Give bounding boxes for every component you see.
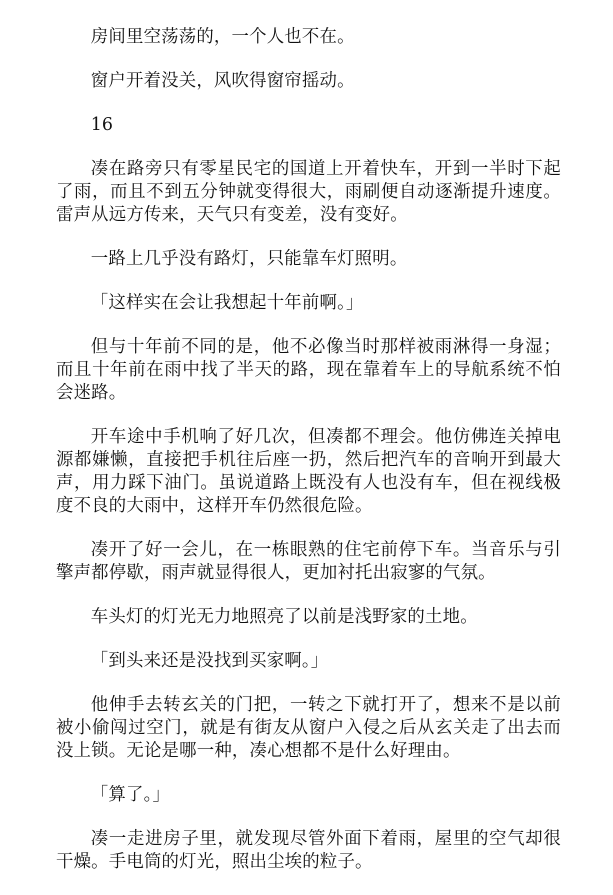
page-text-body [56,26,561,895]
chapter-number: 16 [90,115,113,135]
paragraph: 他伸手去转玄关的门把，一转之下就打开了，想来不是以前被小偷闯过空门，就是有街友从窗户入侵之后从玄关走了出去而没上锁。无论是哪一种，凑心想都不是什么好理由。 [56,695,561,761]
paragraph: 凑开了好一会儿，在一栋眼熟的住宅前停下车。当音乐与引擎声都停歇，雨声就显得很人，更加衬托出寂寥的气氛。 [56,540,561,583]
dialogue-paragraph: 「这样实在会让我想起十年前啊。」 [90,293,364,313]
paragraph: 房间里空荡荡的，一个人也不在。 [90,27,355,47]
paragraph: 一路上几乎没有路灯，只能靠车灯照明。 [90,249,408,269]
paragraph: 车头灯的灯光无力地照亮了以前是浅野家的土地。 [90,607,478,627]
paragraph: 凑在路旁只有零星民宅的国道上开着快车，开到一半时下起了雨，而且不到五分钟就变得很大，雨刷便自动逐渐提升速度。雷声从远方传来，天气只有变差，没有变好。 [56,159,561,225]
paragraph: 窗户开着没关，风吹得窗帘摇动。 [90,71,355,91]
dialogue-paragraph: 「算了。」 [90,785,171,805]
paragraph: 开车途中手机响了好几次，但凑都不理会。他仿佛连关掉电源都嫌懒，直接把手机往后座一扔，然后把汽车的音响开到最大声，用力踩下油门。虽说道路上既没有人也没有车，但在视线极度不良的大雨中，这样开车仍然很危险。 [56,427,561,516]
paragraph: 凑一走进房子里，就发现尽管外面下着雨，屋里的空气却很干燥。手电筒的灯光，照出尘埃的粒子。 [56,829,561,872]
paragraph: 但与十年前不同的是，他不必像当时那样被雨淋得一身湿；而且十年前在雨中找了半天的路，现在靠着车上的导航系统不怕会迷路。 [56,337,561,403]
dialogue-paragraph: 「到头来还是没找到买家啊。」 [90,651,329,671]
